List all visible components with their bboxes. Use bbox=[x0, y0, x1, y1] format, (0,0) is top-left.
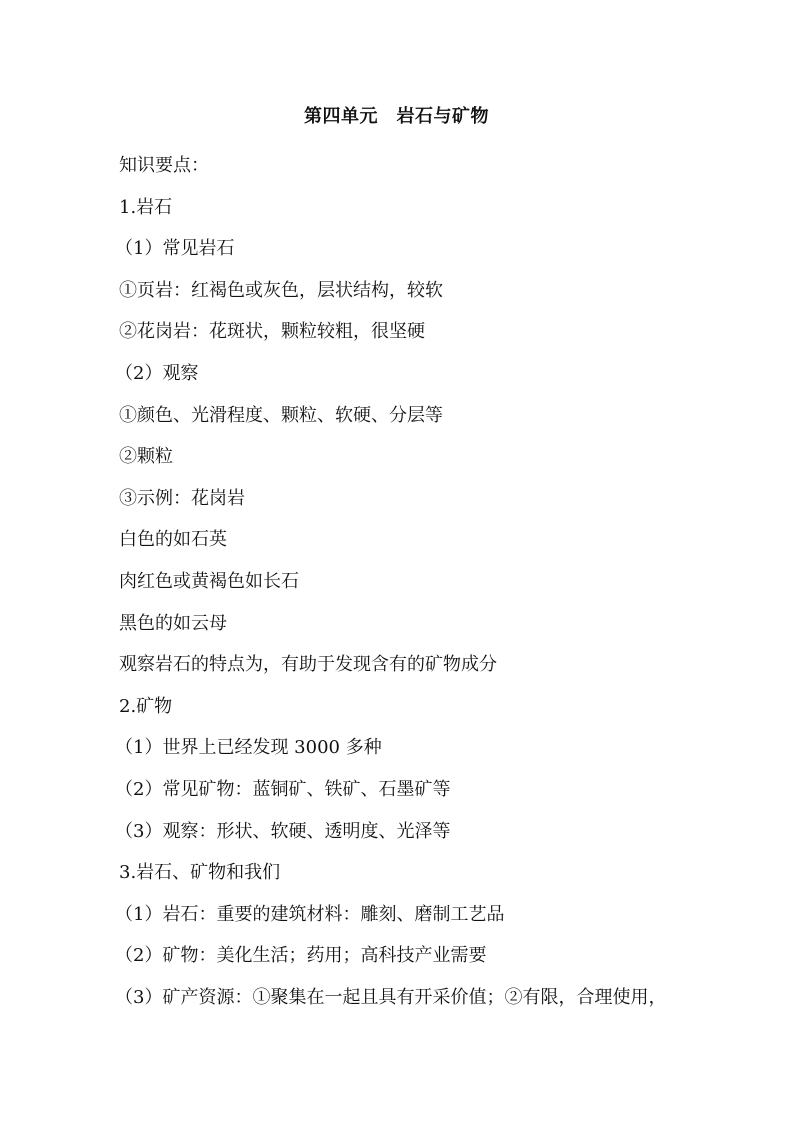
text-observation-summary: 观察岩石的特点为，有助于发现含有的矿物成分 bbox=[119, 654, 497, 676]
text-feldspar: 肉红色或黄褐色如长石 bbox=[119, 570, 299, 592]
text-mica: 黑色的如云母 bbox=[119, 612, 227, 634]
list-item-shale: ①页岩：红褐色或灰色，层状结构，较软 bbox=[119, 279, 443, 301]
section-heading-knowledge-points: 知识要点： bbox=[119, 155, 209, 176]
document-body bbox=[115, 145, 719, 1018]
subsection-common-rocks: （1）常见岩石 bbox=[115, 238, 235, 260]
section-heading-minerals: 2.矿物 bbox=[119, 695, 173, 717]
list-item-mineral-count: （1）世界上已经发现 3000 多种 bbox=[115, 737, 382, 759]
list-item-mineral-uses: （2）矿物：美化生活；药用；高科技产业需要 bbox=[115, 945, 487, 967]
text-quartz: 白色的如石英 bbox=[119, 529, 227, 551]
subsection-observation: （2）观察 bbox=[115, 362, 199, 384]
list-item-observe-features: ①颜色、光滑程度、颗粒、软硬、分层等 bbox=[119, 404, 443, 426]
document-title: 第四单元 岩石与矿物 bbox=[304, 106, 489, 127]
section-heading-rocks: 1.岩石 bbox=[119, 196, 173, 218]
list-item-granite: ②花岗岩：花斑状，颗粒较粗，很坚硬 bbox=[119, 321, 425, 343]
list-item-particles: ②颗粒 bbox=[119, 446, 173, 468]
list-item-example-granite: ③示例：花岗岩 bbox=[119, 487, 245, 509]
list-item-mineral-observation: （3）观察：形状、软硬、透明度、光泽等 bbox=[115, 820, 451, 842]
list-item-rock-uses: （1）岩石：重要的建筑材料：雕刻、磨制工艺品 bbox=[115, 903, 505, 925]
list-item-mineral-resources: （3）矿产资源：①聚集在一起且具有开采价值；②有限，合理使用， bbox=[115, 986, 667, 1008]
list-item-common-minerals: （2）常见矿物：蓝铜矿、铁矿、石墨矿等 bbox=[115, 778, 451, 800]
section-heading-rocks-minerals-us: 3.岩石、矿物和我们 bbox=[119, 862, 281, 884]
